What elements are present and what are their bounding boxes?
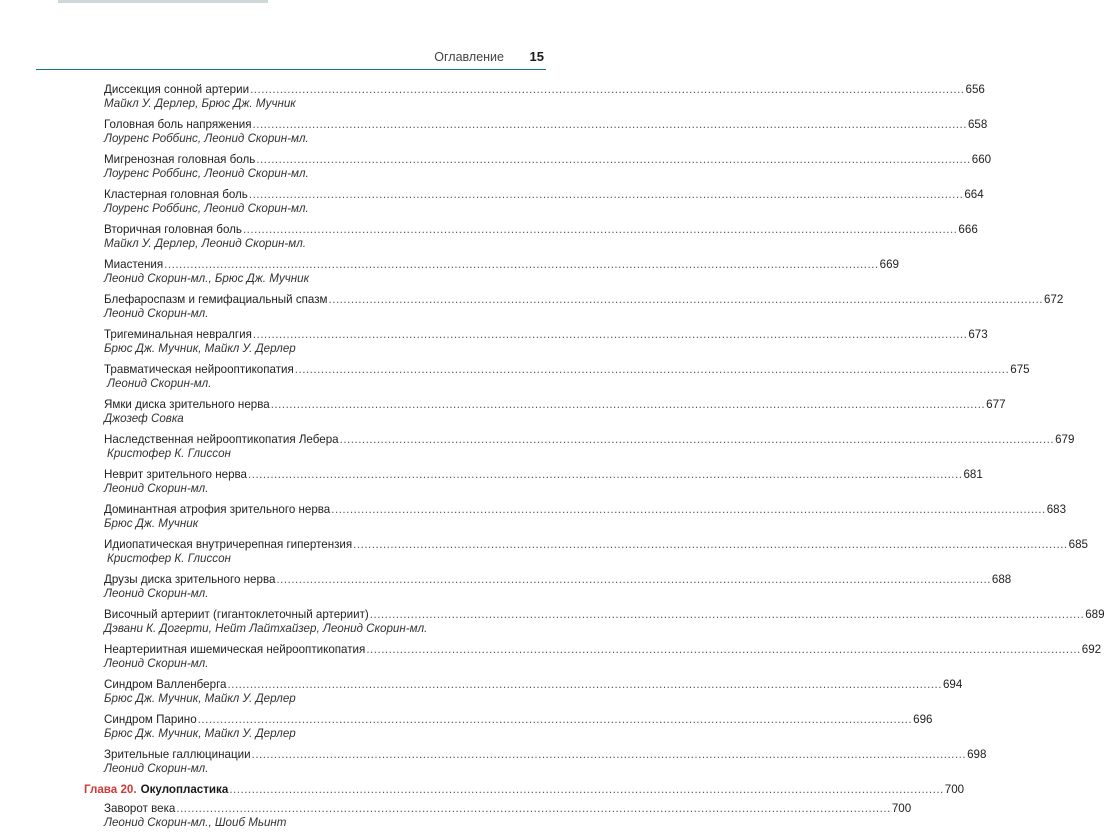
entry-page: 660 <box>971 153 992 166</box>
entry-authors: Лоуренс Роббинс, Леонид Скорин-мл. <box>104 167 309 180</box>
entry-page: 694 <box>942 678 963 691</box>
entry-title: Блефароспазм и гемифациальный спазм <box>104 293 328 306</box>
entry-title: Доминантная атрофия зрительного нерва <box>104 503 331 516</box>
toc-entry[interactable] <box>104 643 1102 671</box>
entry-title: Кластерная головная боль <box>104 188 248 201</box>
leader-dots <box>252 748 966 762</box>
toc-entry[interactable] <box>104 328 988 356</box>
leader-dots <box>229 783 943 797</box>
chapter-label: Глава 20. <box>84 783 137 796</box>
entry-authors: Кристофер К. Глиссон <box>107 552 231 565</box>
toc-entry[interactable] <box>104 573 1012 601</box>
chapter-heading[interactable] <box>84 783 965 797</box>
entry-page: 700 <box>891 802 912 815</box>
entry-authors: Дэвани К. Догерти, Нейт Лайтхайзер, Леонид Скорин-мл. <box>104 622 428 635</box>
toc-entry[interactable] <box>104 363 1030 391</box>
leader-dots <box>248 468 962 482</box>
entry-page: 696 <box>913 713 933 726</box>
page-number: 15 <box>529 49 544 64</box>
toc-entry[interactable] <box>104 258 899 286</box>
leader-dots <box>249 188 963 202</box>
entry-authors: Брюс Дж. Мучник, Майкл У. Дерлер <box>104 342 296 355</box>
leader-dots <box>228 678 942 692</box>
toc-entry[interactable] <box>104 678 963 706</box>
entry-title: Идиопатическая внутричерепная гипертензия <box>104 538 353 551</box>
toc-entry[interactable] <box>104 802 912 830</box>
entry-title: Зрительные галлюцинации <box>104 748 251 761</box>
entry-authors: Леонид Скорин-мл. <box>104 762 209 775</box>
chapter-page: 700 <box>944 783 965 796</box>
entry-page: 679 <box>1055 433 1075 446</box>
leader-dots <box>271 398 985 412</box>
entry-authors: Леонид Скорин-мл., Шоиб Мьинт <box>104 816 287 829</box>
toc-entry[interactable] <box>104 713 933 741</box>
leader-dots <box>198 713 912 727</box>
entry-authors: Майкл У. Дерлер, Леонид Скорин-мл. <box>104 237 306 250</box>
toc-entry[interactable] <box>104 83 985 111</box>
leader-dots <box>256 153 970 167</box>
entry-page: 675 <box>1010 363 1030 376</box>
toc-entry[interactable] <box>104 188 984 216</box>
toc-entry[interactable] <box>104 433 1075 461</box>
entry-page: 689 <box>1085 608 1105 621</box>
leader-dots <box>366 643 1080 657</box>
entry-page: 669 <box>879 258 899 271</box>
entry-page: 698 <box>967 748 987 761</box>
entry-page: 658 <box>967 118 988 131</box>
leader-dots <box>164 258 878 272</box>
entry-title: Ямки диска зрительного нерва <box>104 398 270 411</box>
toc-entry[interactable] <box>104 153 992 181</box>
entry-authors: Брюс Дж. Мучник, Майкл У. Дерлер <box>104 692 296 705</box>
entry-authors: Лоуренс Роббинс, Леонид Скорин-мл. <box>104 132 309 145</box>
leader-dots <box>331 503 1045 517</box>
entry-title: Височный артериит (гигантоклеточный артериит) <box>104 608 369 621</box>
entry-authors: Леонид Скорин-мл. <box>104 657 209 670</box>
entry-page: 683 <box>1046 503 1067 516</box>
entry-title: Мигренозная головная боль <box>104 153 256 166</box>
entry-authors: Кристофер К. Глиссон <box>107 447 231 460</box>
entry-title: Травматическая нейрооптикопатия <box>104 363 294 376</box>
leader-dots <box>353 538 1067 552</box>
entry-page: 673 <box>968 328 988 341</box>
entry-authors: Брюс Дж. Мучник <box>104 517 199 530</box>
entry-authors: Джозеф Совка <box>104 412 184 425</box>
leader-dots <box>253 328 967 342</box>
entry-authors: Леонид Скорин-мл. <box>107 377 212 390</box>
entry-page: 656 <box>965 83 985 96</box>
entry-title: Диссекция сонной артерии <box>104 83 250 96</box>
entry-title: Неартериитная ишемическая нейрооптикопатия <box>104 643 366 656</box>
entry-authors: Леонид Скорин-мл., Брюс Дж. Мучник <box>104 272 310 285</box>
entry-page: 681 <box>963 468 983 481</box>
leader-dots <box>370 608 1084 622</box>
leader-dots <box>176 802 890 816</box>
toc-entry[interactable] <box>104 468 983 496</box>
entry-page: 664 <box>964 188 984 201</box>
entry-authors: Лоуренс Роббинс, Леонид Скорин-мл. <box>104 202 309 215</box>
leader-dots <box>243 223 957 237</box>
entry-title: Друзы диска зрительного нерва <box>104 573 276 586</box>
entry-title: Синдром Парино <box>104 713 197 726</box>
toc-entry[interactable] <box>104 293 1064 321</box>
entry-title: Синдром Валленберга <box>104 678 227 691</box>
toc-entry[interactable] <box>104 118 988 146</box>
toc-entry[interactable] <box>104 503 1067 531</box>
leader-dots <box>250 83 964 97</box>
entry-authors: Леонид Скорин-мл. <box>104 482 209 495</box>
toc-entry[interactable] <box>104 538 1088 566</box>
toc-entry[interactable] <box>104 398 1006 426</box>
entry-title: Заворот века <box>104 802 176 815</box>
leader-dots <box>276 573 990 587</box>
entry-page: 685 <box>1068 538 1088 551</box>
entry-title: Головная боль напряжения <box>104 118 252 131</box>
entry-page: 688 <box>991 573 1012 586</box>
entry-title: Вторичная головная боль <box>104 223 242 236</box>
leader-dots <box>295 363 1009 377</box>
entry-authors: Майкл У. Дерлер, Брюс Дж. Мучник <box>104 97 296 110</box>
top-accent-bar <box>58 0 268 3</box>
header-rule <box>36 69 546 70</box>
entry-page: 692 <box>1081 643 1102 656</box>
leader-dots <box>253 118 967 132</box>
entry-title: Неврит зрительного нерва <box>104 468 247 481</box>
chapter-title: Окулопластика <box>140 783 229 796</box>
entry-page: 666 <box>958 223 978 236</box>
entry-title: Тригеминальная невралгия <box>104 328 252 341</box>
entry-authors: Брюс Дж. Мучник, Майкл У. Дерлер <box>104 727 296 740</box>
entry-authors: Леонид Скорин-мл. <box>104 307 209 320</box>
toc-entry[interactable] <box>104 608 1105 636</box>
entry-title: Миастения <box>104 258 164 271</box>
entry-authors: Леонид Скорин-мл. <box>104 587 209 600</box>
entry-page: 677 <box>986 398 1006 411</box>
running-head <box>0 48 600 68</box>
toc-entry[interactable] <box>104 223 978 251</box>
leader-dots <box>340 433 1054 447</box>
leader-dots <box>329 293 1043 307</box>
section-title: Оглавление <box>434 50 504 64</box>
entry-title: Наследственная нейрооптикопатия Лебера <box>104 433 339 446</box>
toc-entry[interactable] <box>104 748 987 776</box>
toc-list <box>84 83 1105 837</box>
entry-page: 672 <box>1043 293 1064 306</box>
